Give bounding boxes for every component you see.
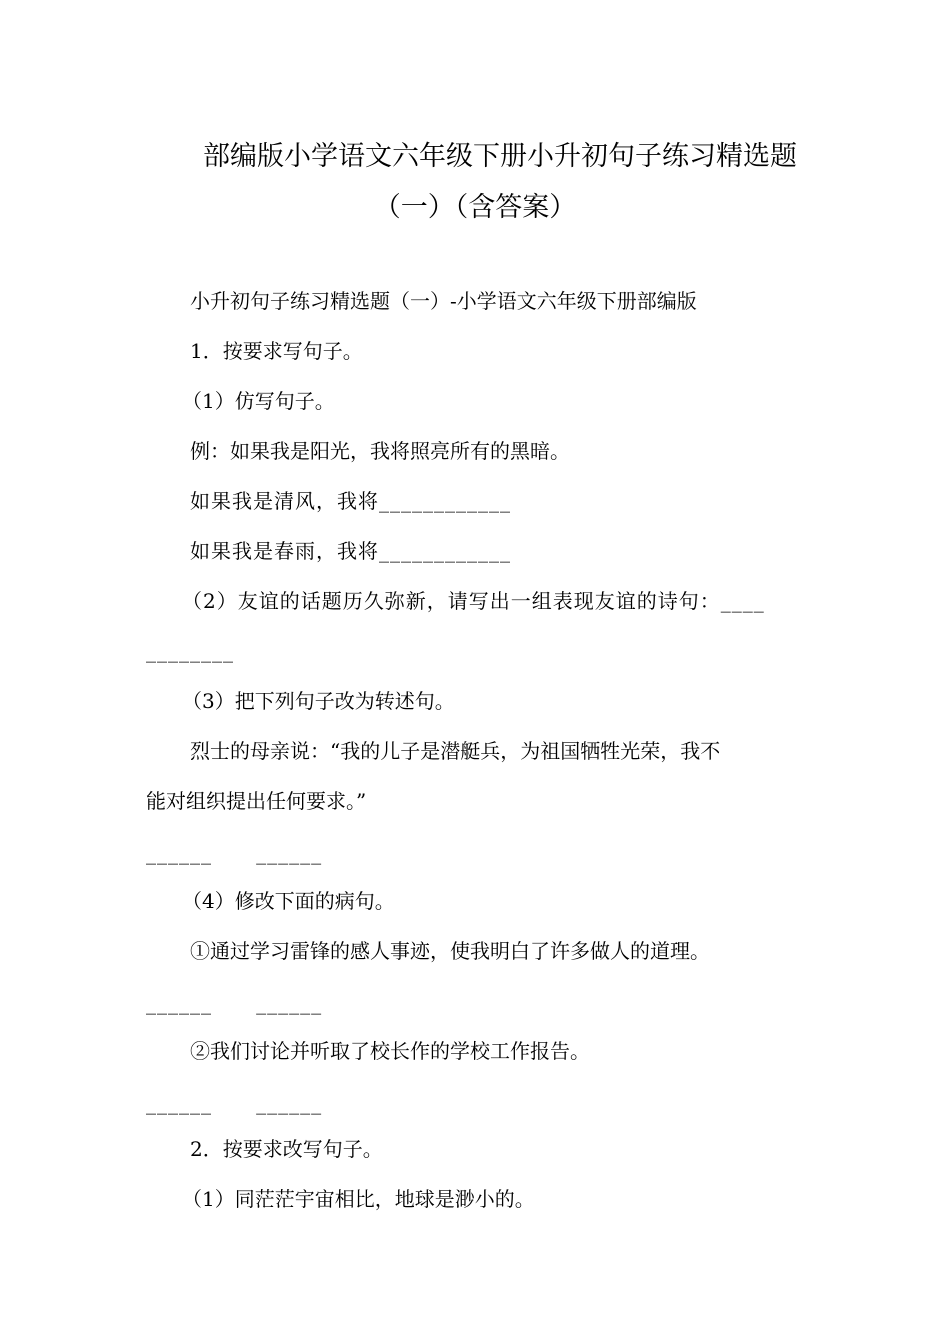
subtitle: 小升初句子练习精选题（一）-小学语文六年级下册部编版 (190, 289, 697, 313)
question-1-heading: 1．按要求写句子。 (190, 339, 363, 363)
question-1-3-heading: （3）把下列句子改为转述句。 (182, 689, 455, 713)
question-1-1-answer-line-1: 如果我是清风，我将____________ (190, 489, 511, 513)
question-1-4-answer-blank-1: ______ ______ (146, 991, 323, 1015)
question-1-2-heading: （2）友谊的话题历久弥新，请写出一组表现友谊的诗句：____ (182, 589, 765, 613)
question-2-1-heading: （1）同茫茫宇宙相比，地球是渺小的。 (182, 1187, 535, 1211)
question-1-4-item-2: ②我们讨论并听取了校长作的学校工作报告。 (190, 1039, 590, 1063)
question-2-heading: 2．按要求改写句子。 (190, 1137, 383, 1161)
question-1-3-answer-blank: ______ ______ (146, 841, 323, 865)
question-1-1-example: 例：如果我是阳光，我将照亮所有的黑暗。 (190, 439, 570, 463)
question-1-2-answer-blank: ________ (146, 639, 234, 663)
question-1-3-sentence-continued: 能对组织提出任何要求。” (146, 789, 367, 813)
question-1-1-heading: （1）仿写句子。 (182, 389, 335, 413)
question-1-4-item-1: ①通过学习雷锋的感人事迹，使我明白了许多做人的道理。 (190, 939, 710, 963)
question-1-3-sentence: 烈士的母亲说：“我的儿子是潜艇兵，为祖国牺牲光荣，我不 (190, 739, 721, 763)
question-1-4-answer-blank-2: ______ ______ (146, 1091, 323, 1115)
question-1-1-answer-line-2: 如果我是春雨，我将____________ (190, 539, 511, 563)
question-1-4-heading: （4）修改下面的病句。 (182, 889, 395, 913)
document-title-line-1: 部编版小学语文六年级下册小升初句子练习精选题 (203, 141, 797, 172)
document-title-line-2: （一）（含答案） (373, 192, 577, 223)
